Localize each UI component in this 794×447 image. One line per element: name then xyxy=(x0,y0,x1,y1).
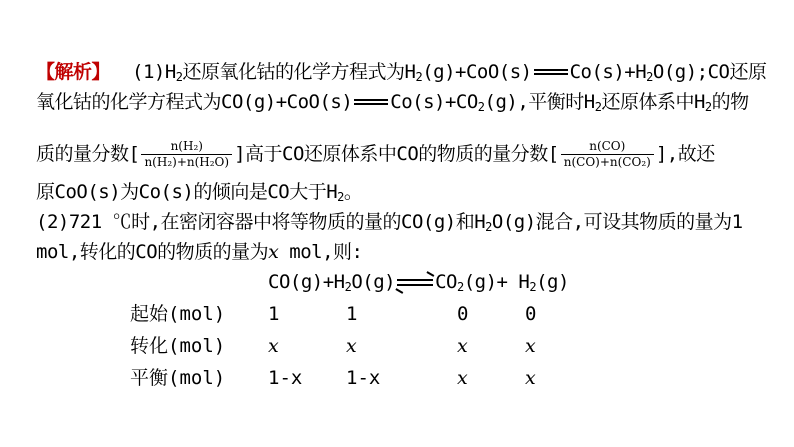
equals-sign xyxy=(352,90,390,114)
table-row-label: 转化(mol) xyxy=(130,335,226,357)
table-cell: x xyxy=(457,367,468,389)
analysis-line-4: 原CoO(s)为Co(s)的倾向是CO大于$H_2$。 xyxy=(36,181,363,204)
analysis-line-3: 质的量分数[ $\frac{\text{n(H₂)}}{\text{n(H₂)+n(H₂O)}}$ ]高于CO还原体系中CO的物质的量分数[ $\frac{n(CO)}{\text{n(CO)+n(CO₂)}}$ ],故还 xyxy=(36,139,715,169)
table-cell: 1 xyxy=(268,303,280,325)
table-cell: x xyxy=(525,335,536,357)
analysis-line-2: 氧化钴的化学方程式为CO(g)+CoO(s) $Co(s)+CO_2(g)$,平衡时$H_2$还原体系中$H_2$的物 xyxy=(36,91,749,114)
table-cell: 1-x xyxy=(268,367,303,389)
table-cell: x xyxy=(346,335,357,357)
fraction-h2: $\frac{\text{n(H₂)}}{\text{n(H₂)+n(H₂O)}}$ xyxy=(141,139,232,170)
table-cell: 1-x xyxy=(346,367,381,389)
analysis-tag: 【解析】 xyxy=(36,61,111,83)
table-cell: 1 xyxy=(346,303,358,325)
analysis-line-5: (2)721 ℃时,在密闭容器中将等物质的量的CO(g)和$H_2O(g)$混合,可设其物质的量为1 xyxy=(36,211,743,234)
fraction-co: $\frac{n(CO)}{\text{n(CO)+n(CO₂)}}$ xyxy=(561,139,654,170)
table-cell: 0 xyxy=(525,303,537,325)
reversible-arrow-icon xyxy=(395,270,435,294)
equals-sign xyxy=(532,60,570,84)
table-cell: x xyxy=(457,335,468,357)
reaction-equation: $CO(g)+H_2O(g)$ $CO_2(g)+ H_2(g)$ xyxy=(268,271,569,294)
analysis-line-6: mol,转化的CO的物质的量为x mol,则: xyxy=(36,241,363,263)
table-row-label: 起始(mol) xyxy=(130,303,226,325)
table-cell: x xyxy=(525,367,536,389)
table-cell: x xyxy=(268,335,279,357)
table-cell: 0 xyxy=(457,303,469,325)
analysis-line-1: 【解析】 $(1)H_2$还原氧化钴的化学方程式为$H_2(g)+CoO(s)$ $Co(s)+H_2O(g);CO$还原 xyxy=(36,61,767,84)
table-row-label: 平衡(mol) xyxy=(130,367,226,389)
